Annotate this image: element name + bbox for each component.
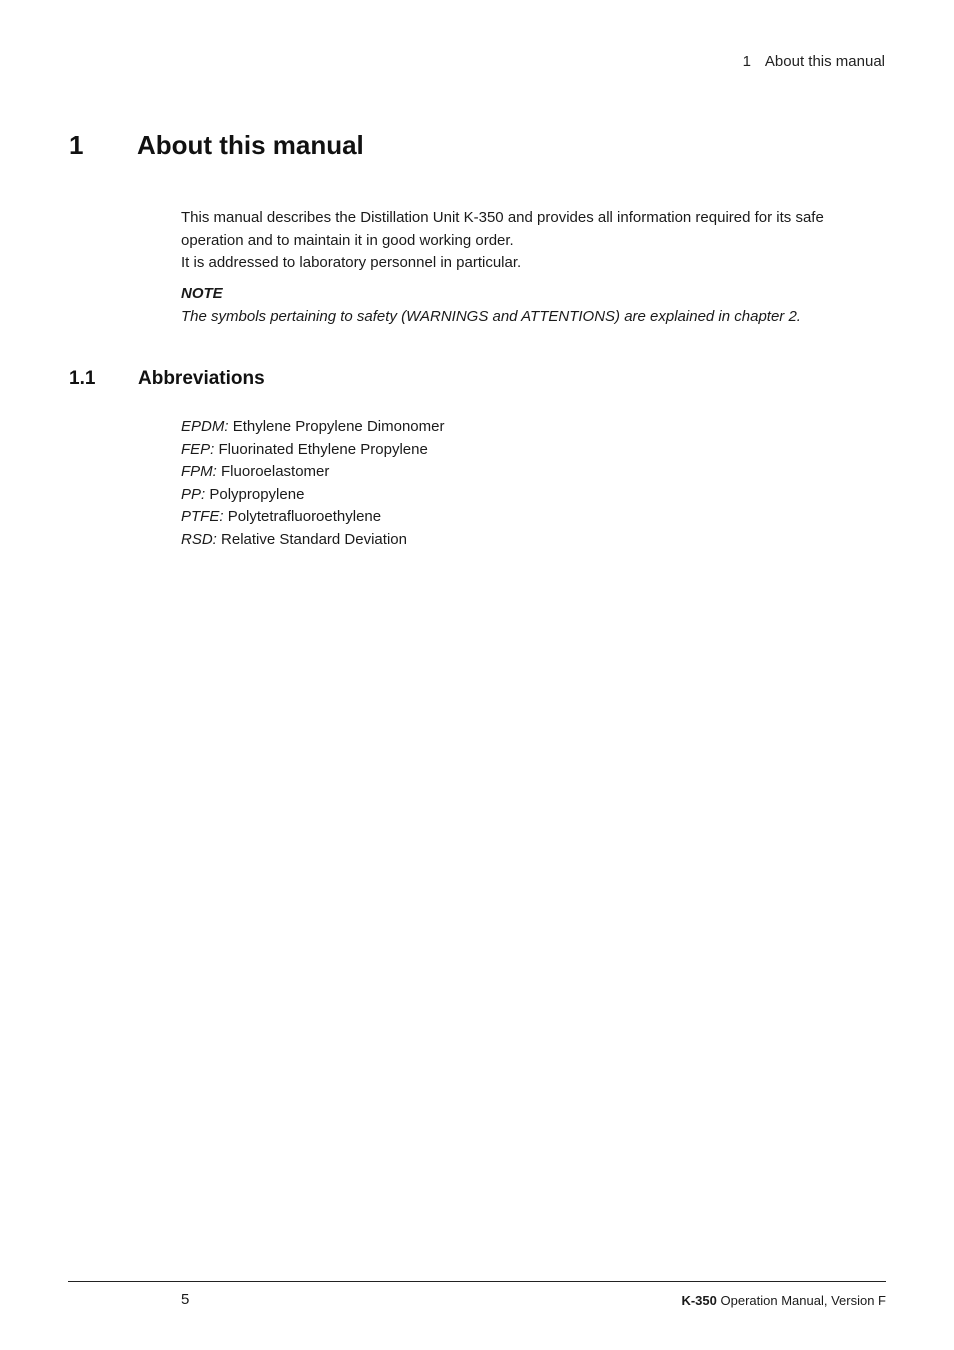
footer-product: K-350 [681, 1293, 717, 1308]
intro-paragraph: It is addressed to laboratory personnel in particular. [181, 254, 522, 271]
list-item [181, 529, 881, 552]
section-title: Abbreviations [138, 368, 265, 389]
abbreviation-definition: Fluoroelastomer [221, 463, 330, 480]
note-text: The symbols pertaining to safety (WARNINGS and ATTENTIONS) are explained in chapter 2. [181, 307, 801, 325]
running-header-title: About this manual [764, 53, 885, 70]
abbreviation-definition: Fluorinated Ethylene Propylene [218, 440, 428, 458]
list-item [181, 416, 881, 439]
abbreviation-term: RSD: [181, 530, 217, 548]
abbreviation-definition: Polypropylene [209, 485, 305, 503]
list-item [181, 439, 881, 462]
abbreviation-term: FEP: [181, 440, 215, 458]
abbreviation-definition: Ethylene Propylene Dimonomer [232, 418, 445, 435]
running-header [743, 53, 885, 70]
chapter-number: 1 [69, 130, 84, 160]
footer-divider [68, 1281, 886, 1282]
running-header-number: 1 [742, 53, 751, 70]
footer-document-title [681, 1293, 886, 1308]
list-item [181, 506, 881, 529]
section-number: 1.1 [69, 368, 96, 389]
list-item [181, 484, 881, 507]
abbreviation-term: PP: [181, 485, 206, 503]
intro-text [181, 207, 881, 275]
abbreviation-list [181, 416, 881, 551]
intro-paragraph: This manual describes the Distillation Unit K-350 and provides all information required for its safe operation and to maintain it in good working order. [181, 209, 824, 249]
chapter-heading [69, 130, 364, 161]
chapter-title: About this manual [137, 130, 364, 160]
abbreviation-term: PTFE: [181, 508, 224, 525]
section-heading [69, 368, 265, 390]
abbreviation-term: EPDM: [181, 418, 229, 435]
abbreviation-definition: Relative Standard Deviation [221, 530, 407, 548]
note-block [181, 283, 881, 328]
abbreviation-term: FPM: [181, 463, 217, 480]
footer-doc-title: Operation Manual, Version F [720, 1293, 886, 1308]
page-number: 5 [181, 1291, 190, 1308]
abbreviation-definition: Polytetrafluoroethylene [227, 508, 382, 525]
list-item [181, 461, 881, 484]
note-label: NOTE [181, 285, 223, 302]
